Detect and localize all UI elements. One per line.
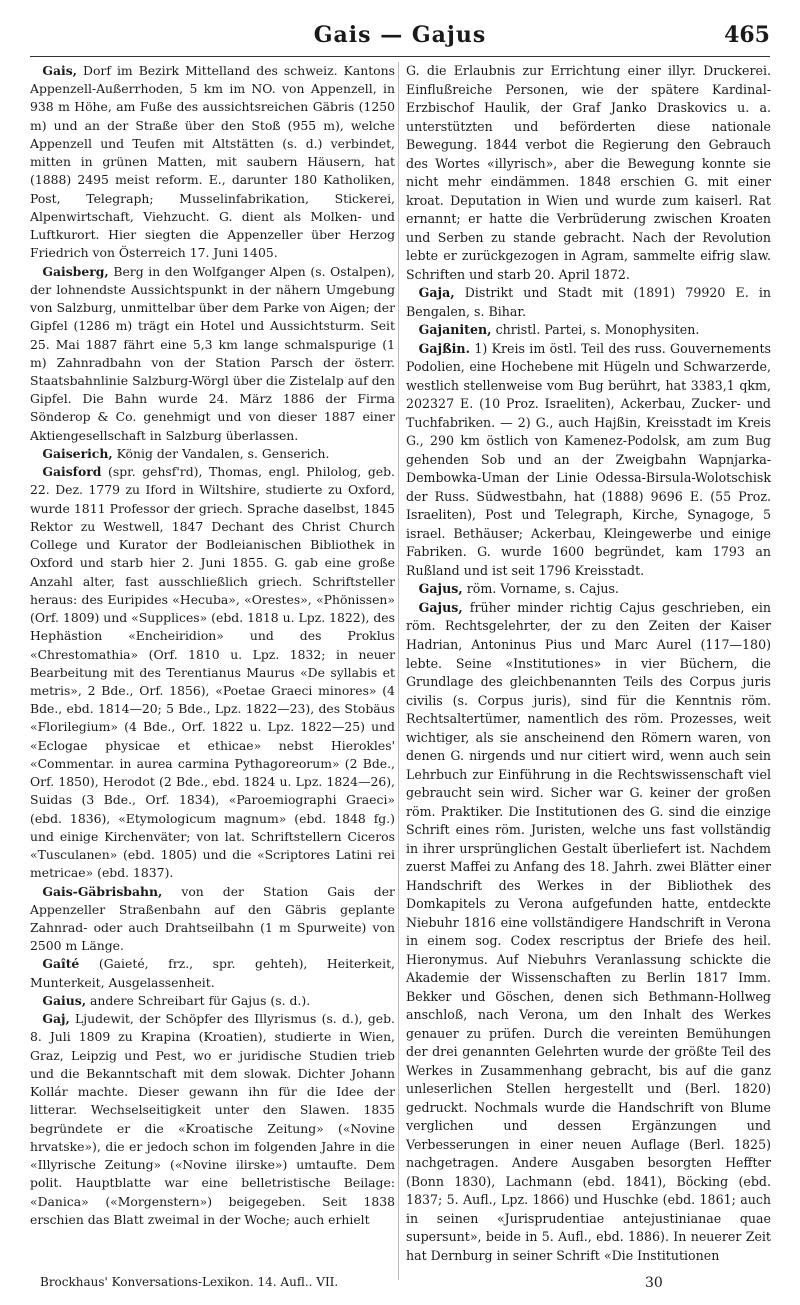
- entry-text: König der Vandalen, s. Genserich.: [116, 445, 330, 461]
- page-header: [30, 22, 770, 56]
- entry-text: von der Station Gais der Appenzeller Straßenbahn auf den Gäbris geplante Zahnrad- oder auch Drahtseilbahn (1 m Spurweite) von 2500 m Länge.: [30, 883, 395, 954]
- source-note: Brockhaus' Konversations-Lexikon. 14. Aufl.. VII.: [40, 1275, 339, 1289]
- lexicon-entry: [406, 599, 771, 1266]
- entry-headword: Gaiserich,: [42, 445, 113, 461]
- entry-headword: Gaj,: [42, 1011, 70, 1027]
- page-number: 465: [724, 22, 770, 48]
- left-column: [30, 62, 395, 1229]
- entry-text: 1) Kreis im östl. Teil des russ. Gouvernements Podolien, eine Hochebene mit Hügeln und Schwarzerde, westlich stellenweise vom Bug berührt, hat 3383,1 qkm, 202327 E. (10 Proz. Israeliten), Ackerbau, Zucker- und Tuchfabriken. — 2) G., auch Hajßin, Kreisstadt im Kreis G., 290 km östlich von Kamenez-Podolsk, am zum Bug gehenden Sob und an der Zweigbahn Wapnjarka-Dembowka-Uman der Linie Odessa-Birsula-Wolotschisk der Russ. Südwestbahn, hat (1888) 9696 E. (55 Proz. Israeliten), Post und Telegraph, Kirche, Synagoge, 5 israel. Bethäuser; Ackerbau, Kleingewerbe und einige Fabriken. G. wurde 1600 begründet, kam 1793 an Rußland und ist seit 1796 Kreisstadt.: [406, 340, 771, 578]
- entry-headword: Gajßin.: [418, 340, 470, 356]
- column-divider: [398, 62, 399, 1280]
- entry-headword: Gajus,: [418, 581, 463, 597]
- entry-text: Berg in den Wolfganger Alpen (s. Ostalpen), der lohnendste Aussichtspunkt in der nähern Umgebung von Salzburg, unmittelbar über dem Parke von Aigen; der Gipfel (1286 m) trägt ein Hotel und Aussichtsturm. Seit 25. Mai 1887 fährt eine 5,3 km lange schmalspurige (1 m) Zahnradbahn von der Station Parsch der österr. Staatsbahnlinie Salzburg-Wörgl über die Zistelalp auf den Gipfel. Die Bahn wurde 24. März 1886 der Firma Sönderop & Co. genehmigt und von dieser 1887 einer Aktiengesellschaft in Salzburg überlassen.: [30, 263, 395, 443]
- lexicon-entry: [30, 263, 395, 445]
- entry-headword: Gaîté: [42, 956, 80, 972]
- lexicon-entry: [30, 445, 395, 463]
- entry-text: (spr. gehsf'rd), Thomas, engl. Philolog, geb. 22. Dez. 1779 zu Iford in Wiltshire, studierte zu Oxford, wurde 1811 Professor der griech. Sprache daselbst, 1845 Rektor zu Westwell, 1847 Dechant des Christ Church College und Kurator der Bodleianischen Bibliothek in Oxford und starb hier 2. Juni 1855. G. gab eine große Anzahl alter, fast ausschließlich griech. Schriftsteller heraus: des Euripides «Hecuba», «Orestes», «Phönissen» (Orf. 1809) und «Supplices» (ebd. 1818 u. Lpz. 1822), des Hephästion «Encheiridion» und des Proklus «Chrestomathia» (Orf. 1810 u. Lpz. 1832; in neuer Bearbeitung mit des Terentianus Maurus «De syllabis et metris», 2 Bde., Orf. 1856), «Poetae Graeci minores» (4 Bde., ebd. 1814—20; 5 Bde., Lpz. 1822—23), des Stobäus «Florilegium» (4 Bde., Orf. 1822 u. Lpz. 1822—25) und «Eclogae physicae et ethicae» nebst Hierokles' «Commentar. in aurea carmina Pythagoreorum» (2 Bde., Orf. 1850), Herodot (2 Bde., ebd. 1824 u. Lpz. 1824—26), Suidas (3 Bde., Orf. 1834), «Paroemiographi Graeci» (ebd. 1836), «Etymologicum magnum» (ebd. 1848 fg.) und einige Kirchenväter; von lat. Schriftstellern Ciceros «Tusculanen» (ebd. 1805) und die «Scriptores Latini rei metricae» (ebd. 1837).: [30, 464, 395, 881]
- running-title: Gais — Gajus: [313, 22, 487, 48]
- entry-headword: Gajus,: [418, 599, 463, 615]
- header-rule: [30, 56, 770, 57]
- sheet-signature: 30: [645, 1275, 663, 1291]
- lexicon-entry: [30, 463, 395, 882]
- entry-headword: Gais-Gäbrisbahn,: [42, 883, 163, 899]
- entry-headword: Gaisford: [42, 464, 102, 480]
- entry-headword: Gaja,: [418, 285, 455, 301]
- lexicon-entry: [406, 62, 771, 284]
- entry-headword: Gais,: [42, 63, 77, 78]
- entry-text: christl. Partei, s. Monophysiten.: [495, 322, 700, 338]
- entry-text: G. die Erlaubnis zur Errichtung einer illyr. Druckerei. Einflußreiche Personen, wie der spätere Kardinal-Erzbischof Haulik, der Graf Janko Draskovics u. a. unterstützten und beförderten diese nationale Bewegung. 1844 verbot die Regierung den Gebrauch des Wortes «illyrisch», aber die Bewegung konnte sie nicht mehr eindämmen. 1848 erschien G. mit einer kroat. Deputation in Wien und wurde zum kaiserl. Rat ernannt; er hatte die Verbrüderung zwischen Kroaten und Serben zu stande gebracht. Nach der Revolution lebte er zurückgezogen in Agram, sammelte eifrig slaw. Schriften und starb 20. April 1872.: [406, 63, 771, 282]
- entry-text: Dorf im Bezirk Mittelland des schweiz. Kantons Appenzell-Außerrhoden, 5 km im NO. von Appenzell, in 938 m Höhe, am Fuße des aussichtsreichen Gäbris (1250 m) und an der Straße über den Stoß (955 m), welche Appenzell und Teufen mit Altstätten (s. d.) verbindet, mitten in grünen Matten, mit saubern Häusern, hat (1888) 2495 meist reform. E., darunter 180 Katholiken, Post, Telegraph; Musselinfabrikation, Stickerei, Alpenwirtschaft, Viehzucht. G. dient als Molken- und Luftkurort. Hier siegten die Appenzeller über Herzog Friedrich von Österreich 17. Juni 1405.: [30, 63, 395, 261]
- entry-text: röm. Vorname, s. Cajus.: [466, 581, 619, 597]
- entry-headword: Gaisberg,: [42, 263, 109, 279]
- entry-text: früher minder richtig Cajus geschrieben, ein röm. Rechtsgelehrter, der zu den Zeiten der Kaiser Hadrian, Antoninus Pius und Marc Aurel (117—180) lebte. Seine «Institutiones» in vier Büchern, die Grundlage des gleichbenannten Teils des Corpus juris civilis (s. Corpus juris), sind für die Kenntnis röm. Rechtsaltertümer, namentlich des röm. Prozesses, weit wichtiger, als sie anscheinend den Römern waren, von denen G. nirgends und nur citiert wird, wenn auch sein Lehrbuch zur Einführung in die Rechtswissenschaft viel gebraucht sein wird. Sicher war G. keiner der großen röm. Praktiker. Die Institutionen des G. sind die einzige Schrift eines röm. Juristen, welche uns fast vollständig in ihrer ursprünglichen Gestalt überliefert ist. Nachdem zuerst Maffei zu Anfang des 18. Jahrh. zwei Blätter einer Handschrift des Werkes in der Bibliothek des Domkapitels zu Verona aufgefunden hatte, entdeckte Niebuhr 1816 eine vollständigere Handschrift in Verona in einem sog. Codex rescriptus der Briefe des heil. Hieronymus. Auf Niebuhrs Veranlassung schickte die Akademie der Wissenschaften zu Berlin 1817 Imm. Bekker und Göschen, denen sich Bethmann-Hollweg anschloß, nach Verona, um den Inhalt des Werkes genauer zu prüfen. Durch die vereinten Bemühungen der drei genannten Gelehrten wurde der größte Teil des Werkes in Zusammenhang gebracht, bis auf die ganz unleserlichen Stellen hergestellt und (Berl. 1820) gedruckt. Nochmals wurde die Handschrift von Blume verglichen und dessen Ergänzungen und Verbesserungen in einer neuen Auflage (Berl. 1825) nachgetragen. Andere Ausgaben besorgten Heffter (Bonn 1830), Lachmann (ebd. 1841), Böcking (ebd. 1837; 5. Aufl., Lpz. 1866) und Huschke (ebd. 1861; auch in seinen «Jurisprudentiae antejustinianae quae supersunt», beide in 5. Aufl., ebd. 1886). In neuerer Zeit hat Dernburg in seiner Schrift «Die Institutionen: [406, 599, 771, 1263]
- entry-text: andere Schreibart für Gajus (s. d.).: [89, 992, 311, 1008]
- lexicon-entry: [406, 321, 771, 340]
- entry-text: (Gaieté, frz., spr. gehteh), Heiterkeit, Munterkeit, Ausgelassenheit.: [30, 956, 395, 990]
- lexicon-entry: [406, 340, 771, 581]
- lexicon-entry: [30, 955, 395, 991]
- entry-text: Ljudewit, der Schöpfer des Illyrismus (s. d.), geb. 8. Juli 1809 zu Krapina (Kroatien), studierte in Wien, Graz, Leipzig und Pest, wo er juridische Studien trieb und die Bekanntschaft mit dem slowak. Dichter Johann Kollár machte. Dieser gewann ihn für die Idee der litterar. Wechselseitigkeit unter den Slawen. 1835 begründete er die «Kroatische Zeitung» («Novine hrvatske»), die er jedoch schon im folgenden Jahre in die «Illyrische Zeitung» («Novine ilirske») umtaufte. Dem polit. Hauptblatte war eine belletristische Beilage: «Danica» («Morgenstern») beigegeben. Seit 1838 erschien das Blatt zweimal in der Woche; auch erhielt: [30, 1011, 395, 1227]
- right-column: [406, 62, 771, 1266]
- entry-text: Distrikt und Stadt mit (1891) 79920 E. in Bengalen, s. Bihar.: [406, 285, 771, 319]
- page-footer: [30, 1275, 770, 1295]
- lexicon-entry: [406, 580, 771, 599]
- lexicon-entry: [30, 62, 395, 263]
- lexicon-entry: [406, 284, 771, 321]
- entry-headword: Gajaniten,: [418, 322, 492, 338]
- entry-headword: Gaius,: [42, 992, 87, 1008]
- lexicon-entry: [30, 992, 395, 1010]
- lexicon-entry: [30, 883, 395, 956]
- lexicon-entry: [30, 1010, 395, 1229]
